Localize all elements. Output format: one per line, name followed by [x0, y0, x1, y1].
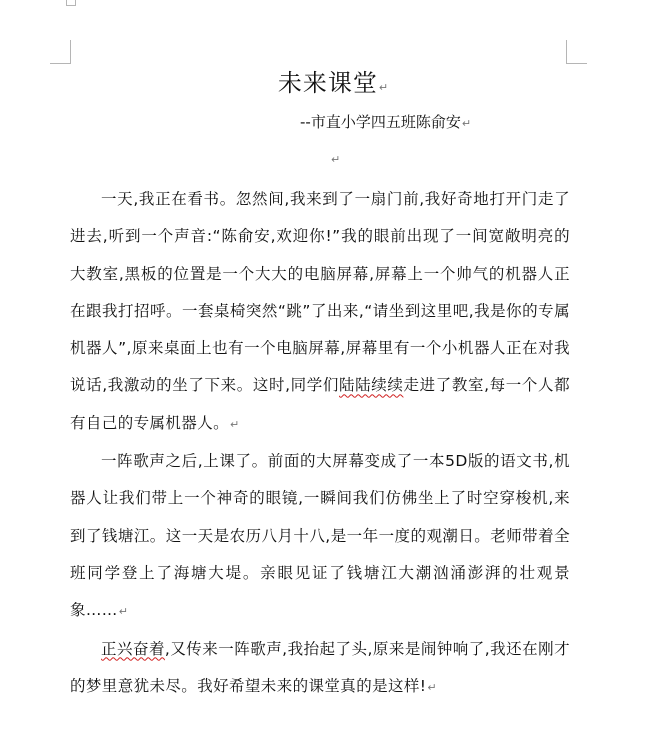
margin-crop-mark-top-right: [566, 63, 587, 64]
paragraph-text[interactable]: ,又传来一阵歌声,我抬起了头,原来是闹钟响了,我还在刚才的梦里意犹未尽。我好希望未来的课堂真的是这样!: [70, 639, 570, 695]
paragraph-mark-icon: ↵: [230, 417, 240, 431]
ruler-marker: [66, 0, 76, 6]
paragraph-1[interactable]: [70, 181, 570, 443]
document-body[interactable]: [70, 181, 570, 706]
paragraph-text[interactable]: 走进了教室,每一个人都有自己的专属机器人。: [70, 376, 570, 432]
empty-paragraph[interactable]: [331, 153, 340, 166]
paragraph-mark-icon: ↵: [378, 81, 390, 94]
paragraph-text[interactable]: 一天,我正在看书。忽然间,我来到了一扇门前,我好奇地打开门走了进去,听到一个声音:“陈俞安,欢迎你!”我的眼前出现了一间宽敞明亮的大教室,黑板的位置是一个大大的电脑屏幕,屏幕上一个帅气的机器人正在跟我打招呼。一套桌椅突然“跳”了出来,“请坐到这里吧,我是你的专属机器人”,原来桌面上也有一个电脑屏幕,屏幕里有一个小机器人正在对我说话,我激动的坐了下来。这时,同学们: [70, 190, 570, 395]
paragraph-3[interactable]: [70, 631, 570, 707]
paragraph-mark-icon: ↵: [331, 153, 341, 166]
title-text[interactable]: 未来课堂: [277, 69, 378, 97]
spellcheck-flagged-word[interactable]: 正兴奋着: [101, 639, 165, 658]
margin-crop-mark-top-right: [566, 40, 567, 64]
margin-crop-mark-top-left: [50, 63, 71, 64]
author-text[interactable]: --市直小学四五班陈俞安: [300, 113, 461, 131]
paragraph-mark-icon: ↵: [461, 117, 472, 130]
paragraph-mark-icon: ↵: [427, 680, 438, 694]
spellcheck-flagged-word[interactable]: 陆陆续续: [339, 376, 404, 395]
author-line[interactable]: [300, 112, 471, 134]
paragraph-text[interactable]: 一阵歌声之后,上课了。前面的大屏幕变成了一本5D版的语文书,机器人让我们带上一个神奇的眼镜,一瞬间我们仿佛坐上了时空穿梭机,来到了钱塘江。这一天是农历八月十八,是一年一度的观潮日。老师带着全班同学登上了海塘大堤。亲眼见证了钱塘江大潮汹涌澎湃的壮观景象……: [70, 452, 570, 620]
document-title[interactable]: [0, 66, 667, 105]
paragraph-mark-icon: ↵: [118, 605, 129, 619]
margin-crop-mark-top-left: [70, 40, 71, 64]
paragraph-2[interactable]: [70, 443, 570, 630]
